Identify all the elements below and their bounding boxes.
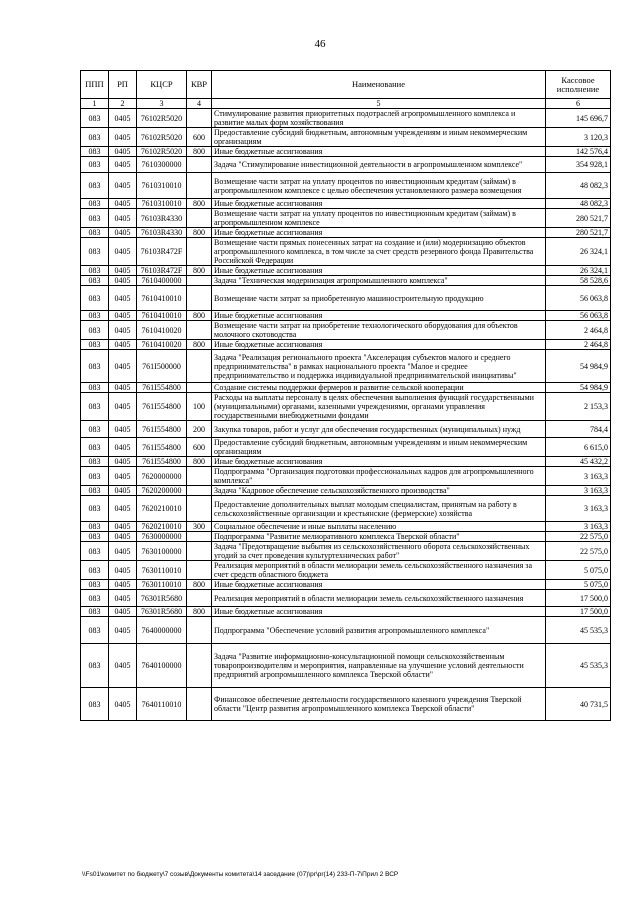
cell-ppp: 083 bbox=[81, 438, 109, 457]
cell-amount: 54 984,9 bbox=[546, 350, 611, 383]
cell-kcsr: 7620210010 bbox=[137, 522, 187, 532]
cell-name: Возмещение части затрат за приобретенную машиностроительную продукцию bbox=[212, 286, 546, 311]
cell-rp: 0405 bbox=[109, 522, 137, 532]
table-row bbox=[81, 350, 611, 383]
budget-table bbox=[80, 70, 611, 721]
cell-ppp: 083 bbox=[81, 542, 109, 561]
cell-amount: 56 063,8 bbox=[546, 311, 611, 321]
cell-rp: 0405 bbox=[109, 532, 137, 542]
cell-amount: 26 324,1 bbox=[546, 238, 611, 266]
cell-ppp: 083 bbox=[81, 321, 109, 340]
cell-kvr bbox=[187, 542, 212, 561]
cell-rp: 0405 bbox=[109, 340, 137, 350]
cell-amount: 3 120,3 bbox=[546, 128, 611, 147]
cell-kvr bbox=[187, 467, 212, 486]
cell-kcsr: 7610400000 bbox=[137, 276, 187, 286]
cell-ppp: 083 bbox=[81, 340, 109, 350]
table-row bbox=[81, 340, 611, 350]
cell-rp: 0405 bbox=[109, 276, 137, 286]
cell-amount: 45 432,2 bbox=[546, 457, 611, 467]
cell-ppp: 083 bbox=[81, 383, 109, 393]
cell-amount: 354 928,1 bbox=[546, 157, 611, 173]
table-row bbox=[81, 467, 611, 486]
table-row bbox=[81, 199, 611, 209]
cell-ppp: 083 bbox=[81, 688, 109, 721]
cell-rp: 0405 bbox=[109, 457, 137, 467]
cell-kvr bbox=[187, 276, 212, 286]
table-row bbox=[81, 532, 611, 542]
cell-kcsr: 76102R5020 bbox=[137, 128, 187, 147]
cell-kcsr: 76103R472F bbox=[137, 266, 187, 276]
cell-amount: 5 075,0 bbox=[546, 561, 611, 580]
cell-amount: 5 075,0 bbox=[546, 580, 611, 590]
cell-name: Реализация мероприятий в области мелиорации земель сельскохозяйственного назначения bbox=[212, 590, 546, 607]
cell-kcsr: 7610410020 bbox=[137, 321, 187, 340]
cell-kvr bbox=[187, 209, 212, 228]
table-row bbox=[81, 688, 611, 721]
cell-rp: 0405 bbox=[109, 209, 137, 228]
cell-kvr: 600 bbox=[187, 438, 212, 457]
cell-kcsr: 7630110010 bbox=[137, 580, 187, 590]
table-row bbox=[81, 147, 611, 157]
cell-rp: 0405 bbox=[109, 228, 137, 238]
cell-name: Иные бюджетные ассигнования bbox=[212, 311, 546, 321]
col-num: 1 bbox=[81, 99, 109, 109]
cell-ppp: 083 bbox=[81, 522, 109, 532]
cell-name: Предоставление дополнительных выплат молодым специалистам, принятым на работу в сельскохозяйственные организации и крестьянские (фермерские) хозяйства bbox=[212, 496, 546, 522]
cell-ppp: 083 bbox=[81, 266, 109, 276]
cell-kvr: 800 bbox=[187, 147, 212, 157]
cell-rp: 0405 bbox=[109, 157, 137, 173]
file-path-footer: \\Fs01\комитет по бюджету\7 созыв\Документы комитета\14 заседание (07)\pr\pr(14) 233-П-7\Прил 2 ВСР bbox=[82, 871, 399, 878]
col-num: 6 bbox=[546, 99, 611, 109]
col-num: 3 bbox=[137, 99, 187, 109]
table-row bbox=[81, 109, 611, 128]
cell-ppp: 083 bbox=[81, 173, 109, 199]
table-row bbox=[81, 321, 611, 340]
cell-kvr: 100 bbox=[187, 393, 212, 421]
cell-rp: 0405 bbox=[109, 311, 137, 321]
cell-rp: 0405 bbox=[109, 496, 137, 522]
cell-kcsr: 7640110010 bbox=[137, 688, 187, 721]
cell-ppp: 083 bbox=[81, 209, 109, 228]
cell-rp: 0405 bbox=[109, 607, 137, 617]
cell-kcsr: 76301R5680 bbox=[137, 590, 187, 607]
cell-rp: 0405 bbox=[109, 286, 137, 311]
cell-amount: 3 163,3 bbox=[546, 486, 611, 496]
cell-ppp: 083 bbox=[81, 393, 109, 421]
cell-amount: 45 535,3 bbox=[546, 644, 611, 688]
table-row bbox=[81, 286, 611, 311]
cell-ppp: 083 bbox=[81, 607, 109, 617]
table-row bbox=[81, 590, 611, 607]
cell-amount: 280 521,7 bbox=[546, 209, 611, 228]
table-row bbox=[81, 173, 611, 199]
cell-rp: 0405 bbox=[109, 173, 137, 199]
cell-name: Возмещение части затрат на уплату процентов по инвестиционным кредитам (займам) в агропромышленном комплексе с целью обеспечения установленного размера возмещения bbox=[212, 173, 546, 199]
col-num: 2 bbox=[109, 99, 137, 109]
cell-kvr bbox=[187, 383, 212, 393]
cell-amount: 17 500,0 bbox=[546, 607, 611, 617]
cell-name: Иные бюджетные ассигнования bbox=[212, 580, 546, 590]
cell-amount: 784,4 bbox=[546, 421, 611, 438]
cell-rp: 0405 bbox=[109, 238, 137, 266]
cell-kvr bbox=[187, 157, 212, 173]
cell-kcsr: 7640000000 bbox=[137, 617, 187, 644]
table-row bbox=[81, 383, 611, 393]
table-row bbox=[81, 228, 611, 238]
cell-ppp: 083 bbox=[81, 486, 109, 496]
cell-amount: 2 153,3 bbox=[546, 393, 611, 421]
table-row bbox=[81, 276, 611, 286]
cell-ppp: 083 bbox=[81, 561, 109, 580]
cell-rp: 0405 bbox=[109, 467, 137, 486]
table-row bbox=[81, 486, 611, 496]
col-num: 4 bbox=[187, 99, 212, 109]
cell-kvr: 800 bbox=[187, 457, 212, 467]
cell-kvr bbox=[187, 496, 212, 522]
cell-kvr: 800 bbox=[187, 228, 212, 238]
cell-name: Подпрограмма "Обеспечение условий развития агропромышленного комплекса" bbox=[212, 617, 546, 644]
cell-ppp: 083 bbox=[81, 457, 109, 467]
cell-kvr bbox=[187, 532, 212, 542]
cell-rp: 0405 bbox=[109, 561, 137, 580]
cell-name: Создание системы поддержки фермеров и развитие сельской кооперации bbox=[212, 383, 546, 393]
header-amount: Кассовое исполнение bbox=[546, 71, 611, 99]
cell-kcsr: 7610310010 bbox=[137, 173, 187, 199]
table-row bbox=[81, 607, 611, 617]
cell-kvr: 600 bbox=[187, 128, 212, 147]
cell-name: Финансовое обеспечение деятельности государственного казенного учреждения Тверской области "Центр развития агропромышленного комплекса Тверской области" bbox=[212, 688, 546, 721]
cell-name: Предоставление субсидий бюджетным, автономным учреждениям и иным некоммерческим организациям bbox=[212, 438, 546, 457]
cell-kvr bbox=[187, 590, 212, 607]
cell-rp: 0405 bbox=[109, 421, 137, 438]
cell-rp: 0405 bbox=[109, 128, 137, 147]
cell-name: Иные бюджетные ассигнования bbox=[212, 228, 546, 238]
cell-ppp: 083 bbox=[81, 199, 109, 209]
cell-ppp: 083 bbox=[81, 496, 109, 522]
cell-rp: 0405 bbox=[109, 617, 137, 644]
cell-kvr: 300 bbox=[187, 522, 212, 532]
cell-rp: 0405 bbox=[109, 688, 137, 721]
table-row bbox=[81, 421, 611, 438]
cell-kcsr: 76103R4330 bbox=[137, 209, 187, 228]
cell-kvr bbox=[187, 561, 212, 580]
cell-ppp: 083 bbox=[81, 580, 109, 590]
cell-kcsr: 761I554800 bbox=[137, 438, 187, 457]
cell-kvr bbox=[187, 321, 212, 340]
cell-kvr: 800 bbox=[187, 340, 212, 350]
cell-rp: 0405 bbox=[109, 266, 137, 276]
cell-kvr: 800 bbox=[187, 607, 212, 617]
header-kcsr: КЦСР bbox=[137, 71, 187, 99]
cell-kcsr: 761I554800 bbox=[137, 457, 187, 467]
cell-name: Возмещение части прямых понесенных затрат на создание и (или) модернизацию объектов агропромышленного комплекса, в том числе за счет средств резервного фонда Правительства Российской Федерации bbox=[212, 238, 546, 266]
cell-ppp: 083 bbox=[81, 590, 109, 607]
cell-amount: 17 500,0 bbox=[546, 590, 611, 607]
cell-kcsr: 761I554800 bbox=[137, 383, 187, 393]
header-name: Наименование bbox=[212, 71, 546, 99]
table-row bbox=[81, 561, 611, 580]
cell-ppp: 083 bbox=[81, 157, 109, 173]
cell-kvr: 200 bbox=[187, 421, 212, 438]
cell-kcsr: 761I500000 bbox=[137, 350, 187, 383]
cell-amount: 145 696,7 bbox=[546, 109, 611, 128]
cell-kvr bbox=[187, 238, 212, 266]
cell-ppp: 083 bbox=[81, 286, 109, 311]
cell-name: Предоставление субсидий бюджетным, автономным учреждениям и иным некоммерческим организациям bbox=[212, 128, 546, 147]
table-row bbox=[81, 580, 611, 590]
cell-kcsr: 7610300000 bbox=[137, 157, 187, 173]
cell-rp: 0405 bbox=[109, 393, 137, 421]
table-row bbox=[81, 542, 611, 561]
cell-kcsr: 7610410020 bbox=[137, 340, 187, 350]
cell-kcsr: 7630100000 bbox=[137, 542, 187, 561]
cell-ppp: 083 bbox=[81, 228, 109, 238]
cell-rp: 0405 bbox=[109, 199, 137, 209]
cell-name: Задача "Реализация регионального проекта "Акселерация субъектов малого и среднего предпринимательства" в рамках национального проекта "Малое и среднее предпринимательство и поддержка индивидуальной предпринимательской инициативы" bbox=[212, 350, 546, 383]
cell-kvr bbox=[187, 644, 212, 688]
cell-kcsr: 76301R5680 bbox=[137, 607, 187, 617]
cell-kcsr: 7630110010 bbox=[137, 561, 187, 580]
cell-kvr bbox=[187, 486, 212, 496]
cell-name: Иные бюджетные ассигнования bbox=[212, 199, 546, 209]
col-num: 5 bbox=[212, 99, 546, 109]
cell-name: Стимулирование развития приоритетных подотраслей агропромышленного комплекса и развитие малых форм хозяйствования bbox=[212, 109, 546, 128]
cell-kcsr: 76102R5020 bbox=[137, 147, 187, 157]
cell-kcsr: 76103R4330 bbox=[137, 228, 187, 238]
table-row bbox=[81, 617, 611, 644]
cell-rp: 0405 bbox=[109, 321, 137, 340]
table-row bbox=[81, 128, 611, 147]
cell-ppp: 083 bbox=[81, 644, 109, 688]
cell-kcsr: 7620200000 bbox=[137, 486, 187, 496]
cell-amount: 142 576,4 bbox=[546, 147, 611, 157]
cell-amount: 3 163,3 bbox=[546, 467, 611, 486]
cell-name: Социальное обеспечение и иные выплаты населению bbox=[212, 522, 546, 532]
cell-kcsr: 7620210010 bbox=[137, 496, 187, 522]
cell-rp: 0405 bbox=[109, 147, 137, 157]
cell-kvr bbox=[187, 286, 212, 311]
cell-name: Иные бюджетные ассигнования bbox=[212, 147, 546, 157]
cell-kcsr: 7630000000 bbox=[137, 532, 187, 542]
table-row bbox=[81, 209, 611, 228]
cell-amount: 48 082,3 bbox=[546, 173, 611, 199]
cell-amount: 2 464,8 bbox=[546, 340, 611, 350]
cell-kcsr: 7610410010 bbox=[137, 286, 187, 311]
cell-ppp: 083 bbox=[81, 276, 109, 286]
cell-amount: 3 163,3 bbox=[546, 496, 611, 522]
cell-amount: 3 163,3 bbox=[546, 522, 611, 532]
cell-kvr bbox=[187, 688, 212, 721]
header-kvr: КВР bbox=[187, 71, 212, 99]
cell-name: Подпрограмма "Развитие мелиоративного комплекса Тверской области" bbox=[212, 532, 546, 542]
cell-ppp: 083 bbox=[81, 421, 109, 438]
cell-name: Задача "Кадровое обеспечение сельскохозяйственного производства" bbox=[212, 486, 546, 496]
cell-kcsr: 76102R5020 bbox=[137, 109, 187, 128]
table-row bbox=[81, 311, 611, 321]
cell-name: Иные бюджетные ассигнования bbox=[212, 457, 546, 467]
cell-rp: 0405 bbox=[109, 542, 137, 561]
cell-rp: 0405 bbox=[109, 580, 137, 590]
cell-rp: 0405 bbox=[109, 438, 137, 457]
cell-name: Задача "Стимулирование инвестиционной деятельности в агропромышленном комплексе" bbox=[212, 157, 546, 173]
cell-ppp: 083 bbox=[81, 128, 109, 147]
cell-kvr: 800 bbox=[187, 311, 212, 321]
cell-kcsr: 7640100000 bbox=[137, 644, 187, 688]
table-row bbox=[81, 457, 611, 467]
cell-ppp: 083 bbox=[81, 311, 109, 321]
header-rp: РП bbox=[109, 71, 137, 99]
table-row bbox=[81, 438, 611, 457]
page-number: 46 bbox=[314, 38, 326, 50]
table-row bbox=[81, 393, 611, 421]
cell-kcsr: 761I554800 bbox=[137, 421, 187, 438]
cell-name: Возмещение части затрат на уплату процентов по инвестиционным кредитам (займам) в агропромышленном комплексе bbox=[212, 209, 546, 228]
cell-name: Иные бюджетные ассигнования bbox=[212, 340, 546, 350]
cell-name: Закупка товаров, работ и услуг для обеспечения государственных (муниципальных) нужд bbox=[212, 421, 546, 438]
cell-amount: 2 464,8 bbox=[546, 321, 611, 340]
cell-kvr: 800 bbox=[187, 266, 212, 276]
cell-kvr bbox=[187, 109, 212, 128]
cell-kvr: 800 bbox=[187, 199, 212, 209]
header-row bbox=[81, 71, 611, 99]
cell-rp: 0405 bbox=[109, 644, 137, 688]
cell-rp: 0405 bbox=[109, 350, 137, 383]
cell-amount: 26 324,1 bbox=[546, 266, 611, 276]
cell-amount: 45 535,3 bbox=[546, 617, 611, 644]
table-row bbox=[81, 266, 611, 276]
cell-ppp: 083 bbox=[81, 238, 109, 266]
cell-name: Реализация мероприятий в области мелиорации земель сельскохозяйственного назначения за счет средств областного бюджета bbox=[212, 561, 546, 580]
cell-name: Задача "Развитие информационно-консультационной помощи сельскохозяйственным товаропроизводителям и мероприятия, направленные на улучшение условий деятельности предприятий агропромышленного комплекса Тверской области" bbox=[212, 644, 546, 688]
cell-name: Расходы на выплаты персоналу в целях обеспечения выполнения функций государственными (муниципальными) органами, казенными учреждениями, органами управления государственными внебюджетными фондами bbox=[212, 393, 546, 421]
cell-kcsr: 76103R472F bbox=[137, 238, 187, 266]
cell-rp: 0405 bbox=[109, 486, 137, 496]
cell-name: Возмещение части затрат на приобретение технологического оборудования для объектов молочного скотоводства bbox=[212, 321, 546, 340]
cell-amount: 56 063,8 bbox=[546, 286, 611, 311]
header-ppp: ППП bbox=[81, 71, 109, 99]
cell-amount: 280 521,7 bbox=[546, 228, 611, 238]
cell-kcsr: 7610410010 bbox=[137, 311, 187, 321]
cell-ppp: 083 bbox=[81, 350, 109, 383]
cell-amount: 22 575,0 bbox=[546, 532, 611, 542]
column-number-row bbox=[81, 99, 611, 109]
cell-kvr bbox=[187, 617, 212, 644]
cell-kcsr: 761I554800 bbox=[137, 393, 187, 421]
cell-amount: 22 575,0 bbox=[546, 542, 611, 561]
table-row bbox=[81, 644, 611, 688]
cell-amount: 54 984,9 bbox=[546, 383, 611, 393]
cell-ppp: 083 bbox=[81, 147, 109, 157]
cell-ppp: 083 bbox=[81, 532, 109, 542]
cell-name: Иные бюджетные ассигнования bbox=[212, 607, 546, 617]
cell-ppp: 083 bbox=[81, 467, 109, 486]
cell-kvr bbox=[187, 173, 212, 199]
cell-amount: 48 082,3 bbox=[546, 199, 611, 209]
cell-name: Иные бюджетные ассигнования bbox=[212, 266, 546, 276]
cell-rp: 0405 bbox=[109, 590, 137, 607]
cell-ppp: 083 bbox=[81, 617, 109, 644]
cell-name: Задача "Предотвращение выбытия из сельскохозяйственного оборота сельскохозяйственных угодий за счет проведения культуртехнических работ" bbox=[212, 542, 546, 561]
cell-kvr: 800 bbox=[187, 580, 212, 590]
cell-kvr bbox=[187, 350, 212, 383]
table-row bbox=[81, 522, 611, 532]
cell-kcsr: 7610310010 bbox=[137, 199, 187, 209]
cell-name: Задача "Техническая модернизация агропромышленного комплекса" bbox=[212, 276, 546, 286]
table-row bbox=[81, 238, 611, 266]
cell-amount: 58 528,6 bbox=[546, 276, 611, 286]
table-row bbox=[81, 157, 611, 173]
cell-amount: 40 731,5 bbox=[546, 688, 611, 721]
cell-kcsr: 7620000000 bbox=[137, 467, 187, 486]
table-row bbox=[81, 496, 611, 522]
cell-rp: 0405 bbox=[109, 383, 137, 393]
cell-amount: 6 615,0 bbox=[546, 438, 611, 457]
cell-rp: 0405 bbox=[109, 109, 137, 128]
cell-ppp: 083 bbox=[81, 109, 109, 128]
cell-name: Подпрограмма "Организация подготовки профессиональных кадров для агропромышленного комплекса" bbox=[212, 467, 546, 486]
